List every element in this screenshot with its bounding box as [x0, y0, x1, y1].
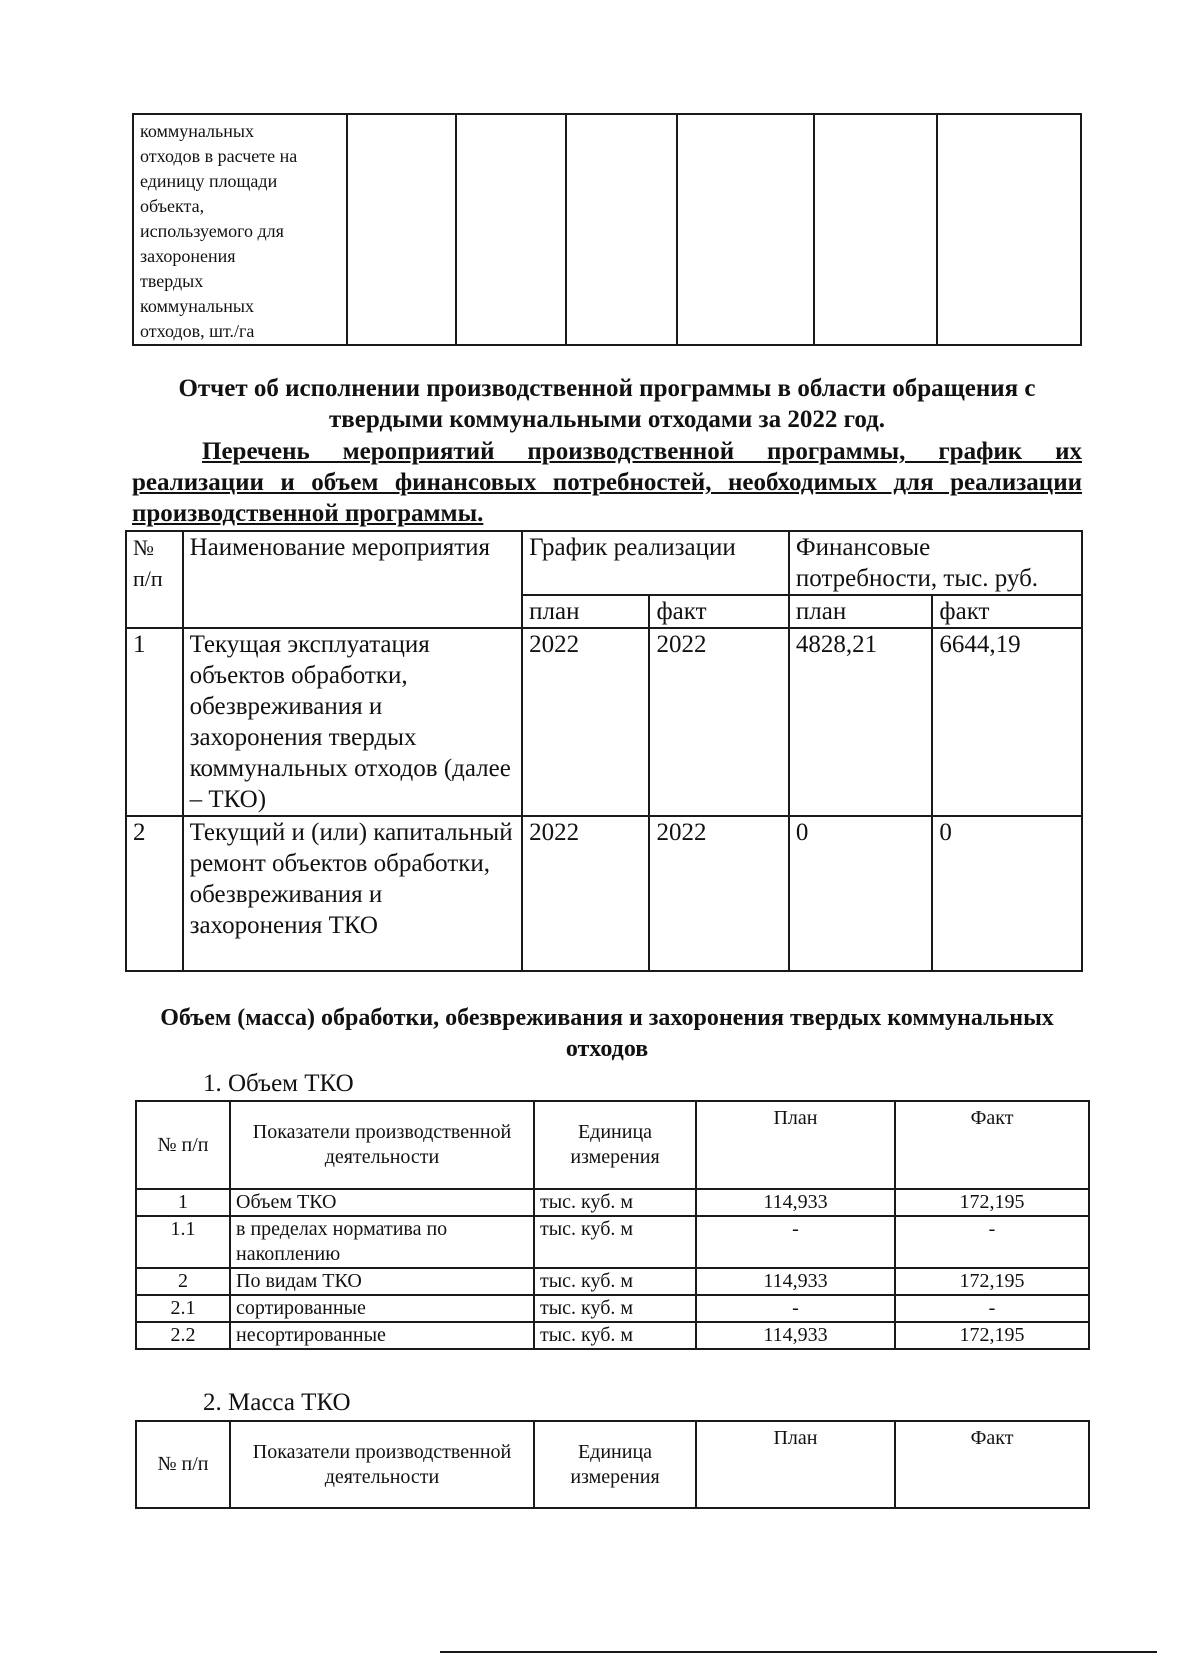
empty-cell — [456, 114, 567, 345]
row-num: 2 — [126, 816, 183, 971]
row-plan: - — [696, 1216, 895, 1268]
row-num: 2.2 — [136, 1322, 230, 1349]
empty-cell — [937, 114, 1081, 345]
col-header-finance: Финансовые потребности, тыс. руб. — [789, 531, 1082, 595]
table-row — [136, 1268, 1089, 1295]
col-header-num — [126, 531, 183, 628]
indicator-cell — [133, 114, 347, 345]
row-sched-plan: 2022 — [522, 628, 649, 816]
row-fact: - — [895, 1216, 1089, 1268]
row-fact: 172,195 — [895, 1189, 1089, 1216]
sub-header-fin-fact: факт — [932, 595, 1082, 628]
row-fact: 172,195 — [895, 1322, 1089, 1349]
sub-header-sched-fact: факт — [649, 595, 788, 628]
col-header-unit: Единица измерения — [534, 1421, 696, 1508]
row-name: Объем ТКО — [230, 1189, 534, 1216]
row-name: Текущий и (или) капитальный ремонт объектов обработки, обезвреживания и захоронения ТКО — [183, 816, 523, 971]
report-heading: Отчет об исполнении производственной программы в области обращения с твердыми коммунальными отходами за 2022 год. — [178, 375, 1036, 433]
table-row — [136, 1322, 1089, 1349]
row-unit: тыс. куб. м — [534, 1322, 696, 1349]
empty-cell — [814, 114, 938, 345]
col-header-name: Наименование мероприятия — [183, 531, 523, 628]
table-row — [126, 816, 1082, 971]
row-fact: - — [895, 1295, 1089, 1322]
col-header-num: № п/п — [136, 1101, 230, 1189]
mass-table — [135, 1420, 1090, 1509]
row-sched-fact: 2022 — [649, 816, 788, 971]
table-row — [136, 1216, 1089, 1268]
table-row — [126, 628, 1082, 816]
continuation-table — [132, 113, 1082, 346]
footer-rule — [440, 1651, 1157, 1653]
table-row — [136, 1189, 1089, 1216]
row-unit: тыс. куб. м — [534, 1216, 696, 1268]
row-fin-plan: 0 — [789, 816, 933, 971]
row-sched-fact: 2022 — [649, 628, 788, 816]
row-name: Текущая эксплуатация объектов обработки, обезвреживания и захоронения твердых коммунальных отходов (далее – ТКО) — [183, 628, 523, 816]
row-plan: - — [696, 1295, 895, 1322]
row-sched-plan: 2022 — [522, 816, 649, 971]
col-header-schedule: График реализации — [522, 531, 789, 595]
row-num: 1.1 — [136, 1216, 230, 1268]
col-header-num-text: № п/п — [133, 535, 163, 591]
row-name: По видам ТКО — [230, 1268, 534, 1295]
measures-heading: Перечень мероприятий производственной программы, график их реализации и объем финансовых потребностей, необходимых для реализации производственной программы. — [132, 438, 1082, 527]
row-num: 2.1 — [136, 1295, 230, 1322]
row-name: в пределах норматива по накоплению — [230, 1216, 534, 1268]
sub-header-sched-plan: план — [522, 595, 649, 628]
table-row — [136, 1295, 1089, 1322]
row-fin-fact: 6644,19 — [932, 628, 1082, 816]
sub-header-fin-plan: план — [789, 595, 933, 628]
row-name: сортированные — [230, 1295, 534, 1322]
row-unit: тыс. куб. м — [534, 1295, 696, 1322]
indicator-text: коммунальных отходов в расчете на единицу площади объекта, используемого для захоронения твердых коммунальных отходов, шт./га — [140, 121, 298, 341]
volume-caption: 1. Объем ТКО — [203, 1070, 354, 1097]
volume-heading: Объем (масса) обработки, обезвреживания и захоронения твердых коммунальных отходов — [160, 1005, 1054, 1062]
col-header-unit: Единица измерения — [534, 1101, 696, 1189]
row-plan: 114,933 — [696, 1268, 895, 1295]
empty-cell — [566, 114, 677, 345]
row-unit: тыс. куб. м — [534, 1189, 696, 1216]
row-unit: тыс. куб. м — [534, 1268, 696, 1295]
row-num: 2 — [136, 1268, 230, 1295]
col-header-indicator: Показатели производственной деятельности — [230, 1101, 534, 1189]
row-num: 1 — [126, 628, 183, 816]
col-header-indicator: Показатели производственной деятельности — [230, 1421, 534, 1508]
row-num: 1 — [136, 1189, 230, 1216]
col-header-num: № п/п — [136, 1421, 230, 1508]
col-header-fact: Факт — [895, 1421, 1089, 1508]
col-header-fact: Факт — [895, 1101, 1089, 1189]
row-fin-plan: 4828,21 — [789, 628, 933, 816]
row-name: несортированные — [230, 1322, 534, 1349]
row-fin-fact: 0 — [932, 816, 1082, 971]
empty-cell — [677, 114, 814, 345]
row-plan: 114,933 — [696, 1322, 895, 1349]
col-header-plan: План — [696, 1101, 895, 1189]
row-fact: 172,195 — [895, 1268, 1089, 1295]
row-plan: 114,933 — [696, 1189, 895, 1216]
empty-cell — [347, 114, 456, 345]
col-header-plan: План — [696, 1421, 895, 1508]
mass-caption: 2. Масса ТКО — [203, 1389, 351, 1416]
volume-table — [135, 1100, 1090, 1350]
measures-table — [125, 530, 1083, 972]
